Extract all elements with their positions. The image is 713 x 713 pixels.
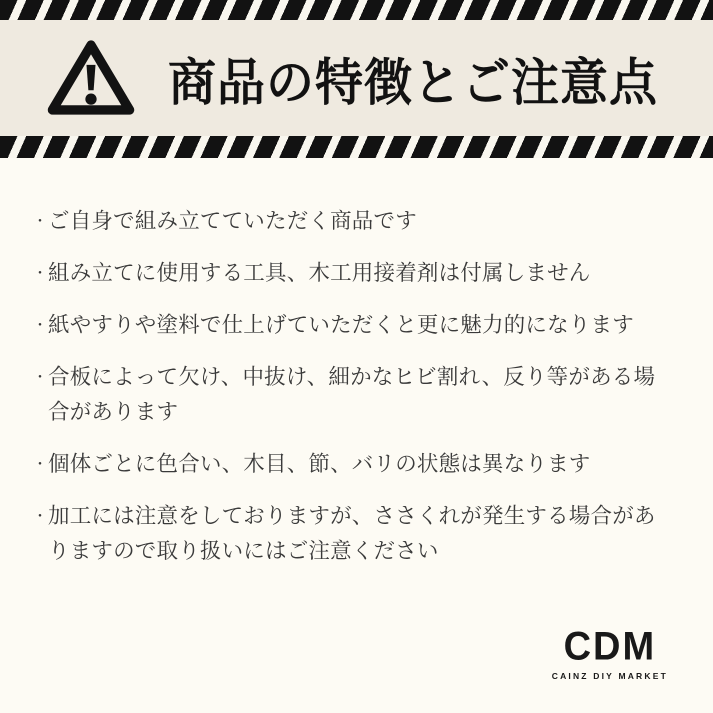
note-item bbox=[33, 447, 673, 482]
bullet-icon: ・ bbox=[33, 265, 47, 281]
note-text: 紙やすりや塗料で仕上げていただくと更に魅力的になります bbox=[48, 313, 634, 337]
note-item bbox=[33, 360, 673, 430]
note-text: 組み立てに使用する工具、木工用接着剤は付属しません bbox=[48, 261, 591, 285]
note-item bbox=[33, 256, 673, 291]
page-title: 商品の特徴とご注意点 bbox=[168, 55, 659, 112]
note-item bbox=[33, 308, 673, 343]
cdm-logo-mark: CDM bbox=[563, 624, 657, 670]
header-content bbox=[0, 20, 713, 136]
note-text: 加工には注意をしておりますが、ささくれが発生する場合がありますので取り扱いにはご注意ください bbox=[48, 504, 656, 563]
hazard-stripe-bottom bbox=[0, 136, 713, 158]
cdm-logo bbox=[551, 624, 668, 681]
note-item bbox=[33, 499, 673, 569]
notes-list bbox=[0, 158, 713, 569]
bullet-icon: ・ bbox=[33, 213, 47, 229]
note-text: 合板によって欠け、中抜け、細かなヒビ割れ、反り等がある場合があります bbox=[48, 365, 656, 424]
bullet-icon: ・ bbox=[33, 508, 47, 524]
bullet-icon: ・ bbox=[33, 456, 47, 472]
bullet-icon: ・ bbox=[33, 369, 47, 385]
note-text: ご自身で組み立てていただく商品です bbox=[48, 209, 417, 233]
note-text: 個体ごとに色合い、木目、節、バリの状態は異なります bbox=[48, 452, 591, 476]
warning-triangle-icon bbox=[44, 36, 138, 120]
cdm-logo-subtitle: CAINZ DIY MARKET bbox=[551, 671, 668, 681]
bullet-icon: ・ bbox=[33, 317, 47, 333]
note-item bbox=[33, 204, 673, 239]
hazard-stripe-top bbox=[0, 0, 713, 20]
header-banner bbox=[0, 0, 713, 158]
